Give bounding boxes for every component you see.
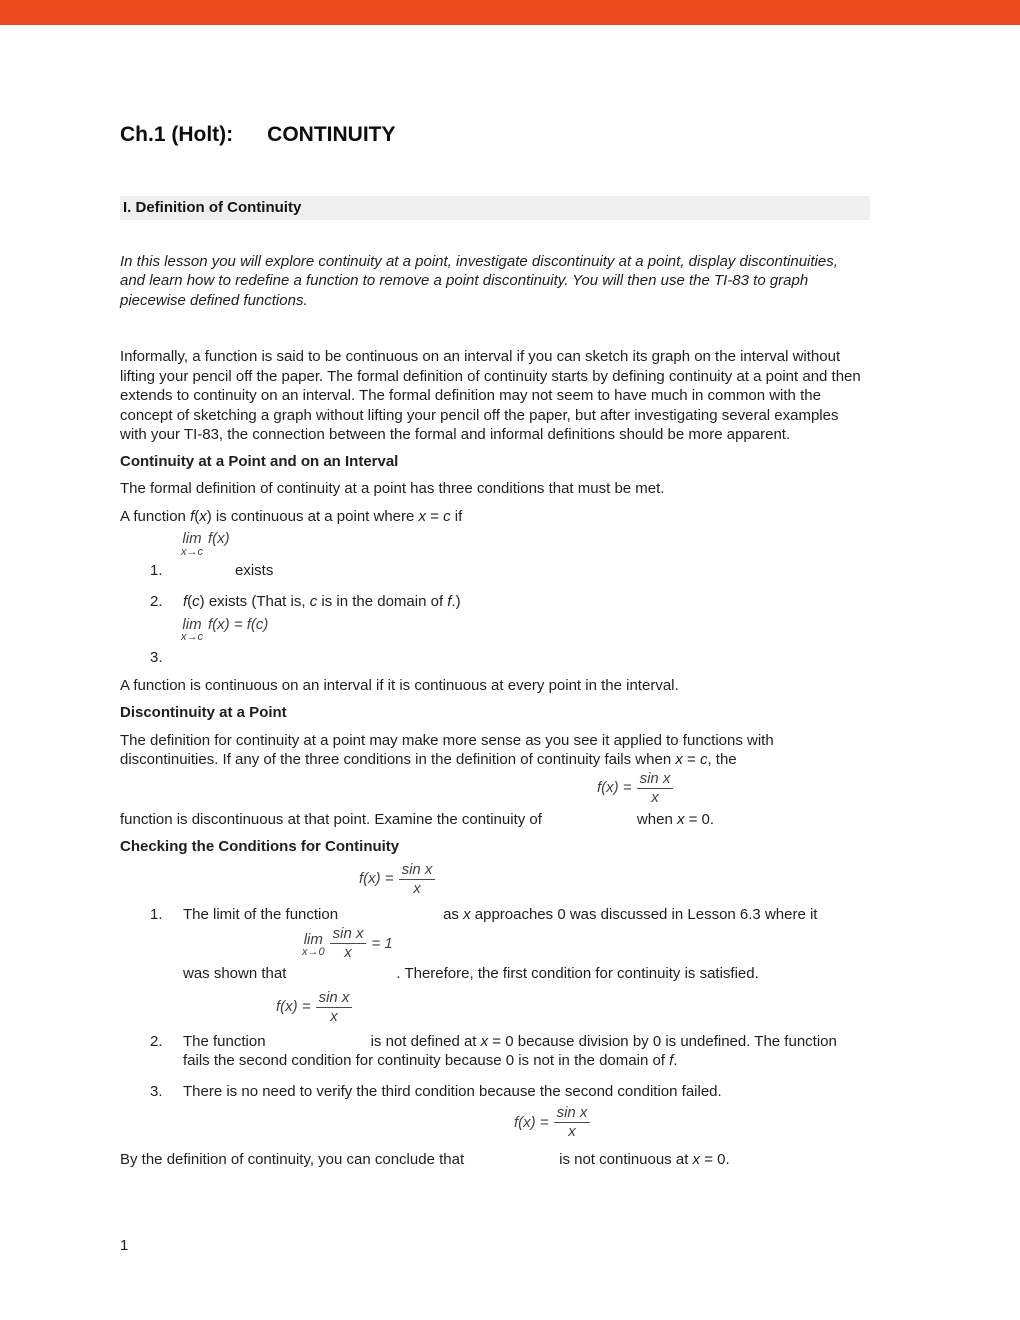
paragraph-informally: Informally, a function is said to be continuous on an interval if you can sketch its graph on the interval without lifting your pencil off the paper. The formal definition of continuity starts by defining continuity at a point and then extends to continuity on an interval. The formal definition may not seem to have much in common with the concept of sketching a graph without lifting your pencil off the paper, but after investigating several examples with your TI-83, the connection between the formal and informal definitions should be more apparent.: [120, 348, 861, 443]
limit-subscript: x→0: [302, 946, 325, 959]
condition-item-1: [150, 561, 865, 581]
section-header: [120, 196, 870, 220]
limit-subscript: x→c: [181, 631, 203, 643]
formula-f-eq-sinx-over-x: [276, 990, 352, 1025]
condition-item-3-text: [183, 648, 865, 668]
condition-item-2-text: f(c) exists (That is, c is in the domain of f.): [183, 593, 461, 610]
checking-1-after-gap: as x approaches 0 was discussed in Lesson 6.3 where it: [443, 905, 818, 923]
fraction: [637, 771, 674, 806]
checking-item-3-text: There is no need to verify the third condition because the second condition failed.: [183, 1082, 722, 1100]
limit-expression: f(x) = f(c): [208, 615, 269, 633]
condition-item-1-text: [183, 561, 865, 581]
heading-continuity-point-interval: Continuity at a Point and on an Interval: [120, 452, 399, 470]
function-lhs: f(x) =: [514, 1113, 549, 1131]
checking-item-1: [150, 905, 865, 925]
therefore-text: . Therefore, the first condition for continuity is satisfied.: [396, 965, 759, 982]
list-number: 1.: [150, 905, 163, 923]
paragraph-three-conditions: The formal definition of continuity at a point has three conditions that must be met.: [120, 480, 665, 497]
inline-equation-gap: [464, 1163, 559, 1164]
inline-equation-gap: [338, 918, 443, 919]
paragraph-examine-continuity: [120, 810, 865, 830]
section-header-label: I. Definition of Continuity: [123, 199, 302, 216]
function-lhs: f(x) =: [359, 870, 394, 888]
limit-operator: [302, 930, 325, 958]
fraction: [316, 990, 353, 1025]
limit-expression: f(x): [208, 530, 230, 547]
inline-equation-gap: [266, 1045, 371, 1046]
top-banner: [0, 0, 1020, 25]
formula-f-eq-sinx-over-x: [597, 771, 673, 806]
limit-subscript: x→c: [181, 545, 203, 558]
checking-item-1-continued: [183, 964, 865, 984]
paragraph-conclusion: [120, 1150, 865, 1170]
checking-item-3: [150, 1082, 865, 1102]
checking-item-2: [150, 1032, 865, 1071]
condition-exists-label: exists: [235, 561, 274, 579]
inline-equation-gap: [183, 574, 235, 575]
paragraph-function-continuous: A function f(x) is continuous at a point where x = c if: [120, 507, 463, 525]
inline-equation-gap: [286, 977, 396, 978]
fraction: [330, 926, 367, 961]
limit-word: lim: [182, 530, 202, 547]
checking-1-before-gap: The limit of the function: [183, 905, 339, 923]
function-lhs: f(x) =: [597, 779, 632, 797]
examine-text-before-gap: function is discontinuous at that point. Examine the continuity of: [120, 810, 542, 828]
fraction-numerator: sin x: [554, 1105, 591, 1123]
list-number: 2.: [150, 1032, 163, 1050]
formula-f-eq-sinx-over-x: [514, 1105, 590, 1140]
limit-word: lim: [182, 615, 202, 633]
heading-discontinuity-point: Discontinuity at a Point: [120, 704, 287, 721]
page-title-chapter: Ch.1 (Holt):: [120, 123, 234, 146]
paragraph-discontinuity-intro: The definition for continuity at a point may make more sense as you see it applied to functions with discontinuities. If any of the three conditions in the definition of continuity fails when x = c, the: [120, 731, 774, 768]
page-title: [120, 122, 865, 147]
fraction-denominator: x: [330, 1007, 338, 1025]
fraction: [399, 862, 436, 897]
was-shown-text: was shown that: [183, 965, 287, 982]
formula-lim-fx-eq-fc: [181, 615, 268, 643]
limit-operator: [181, 529, 203, 557]
formula-lim-sinx-over-x: [302, 926, 393, 961]
list-number: 3.: [150, 649, 163, 666]
fraction-denominator: x: [568, 1123, 576, 1140]
function-lhs: f(x) =: [276, 998, 311, 1016]
formula-lim-fx: [181, 529, 230, 557]
checking-item-2-text: [183, 1032, 865, 1071]
fraction-numerator: sin x: [399, 862, 436, 880]
condition-item-3: [150, 648, 865, 668]
formula-f-eq-sinx-over-x: [359, 862, 435, 897]
conclusion-after-gap: is not continuous at x = 0.: [559, 1151, 730, 1168]
heading-checking-conditions: Checking the Conditions for Continuity: [120, 838, 400, 855]
fraction-numerator: sin x: [316, 990, 353, 1008]
list-number: 3.: [150, 1082, 163, 1100]
limit-operator: [181, 615, 203, 643]
equation-result: = 1: [371, 934, 393, 952]
checking-2-after-gap: is not defined at x = 0 because division by 0 is undefined. The function fails the second condition for continuity because 0 is not in the domain of f.: [183, 1032, 837, 1069]
limit-word: lim: [303, 930, 323, 948]
fraction: [554, 1105, 591, 1140]
page-title-topic: CONTINUITY: [267, 123, 396, 146]
fraction-numerator: sin x: [637, 771, 674, 789]
list-number: 2.: [150, 593, 163, 610]
conclusion-before-gap: By the definition of continuity, you can conclude that: [120, 1151, 465, 1168]
intro-paragraph: In this lesson you will explore continuity at a point, investigate discontinuity at a point, display discontinuities, and learn how to redefine a function to remove a point discontinuity. You will then use the TI-83 to graph piecewise defined functions.: [120, 252, 838, 309]
document-page: [0, 122, 1020, 1170]
fraction-denominator: x: [651, 788, 659, 806]
examine-text-after-gap: when x = 0.: [636, 810, 715, 828]
fraction-denominator: x: [413, 879, 421, 897]
fraction-numerator: sin x: [330, 926, 367, 944]
inline-equation-gap: [542, 823, 637, 824]
fraction-denominator: x: [344, 944, 352, 961]
page-number: 1: [120, 1237, 129, 1254]
checking-item-1-text: [183, 905, 865, 925]
list-number: 1.: [150, 561, 163, 579]
paragraph-interval-continuous: A function is continuous on an interval if it is continuous at every point in the interval.: [120, 676, 679, 694]
checking-2-before-gap: The function: [183, 1032, 266, 1050]
condition-item-2: [150, 592, 865, 612]
